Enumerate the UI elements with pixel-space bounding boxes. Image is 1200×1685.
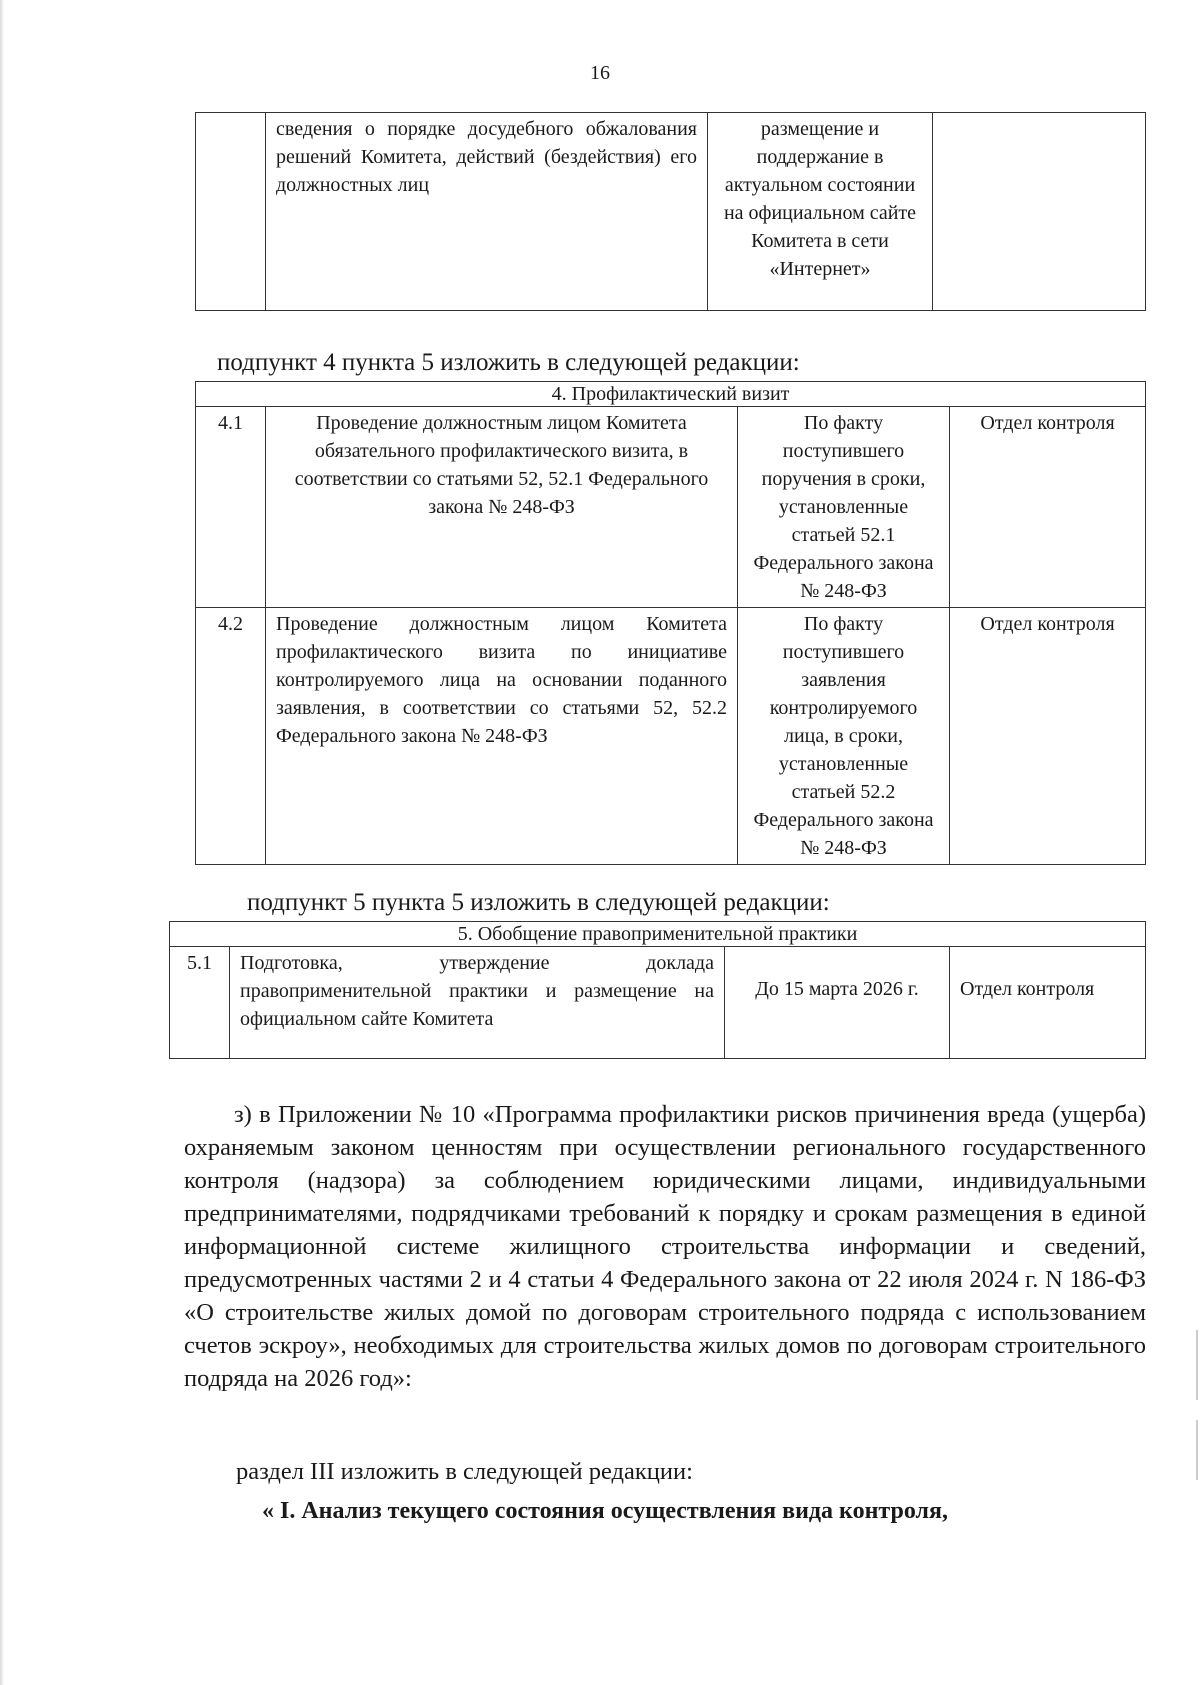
scan-shadow-left [0,0,4,1685]
table-row [196,407,1146,608]
table-row [196,608,1146,865]
cell-action: Проведение должностным лицом Комитета профилактического визита по инициативе контролируемого лица на основании поданного заявления, в соответствии со статьями 52, 52.2 Федерального закона № 248-ФЗ [266,608,738,865]
section-4-header: 4. Профилактический визит [196,382,1146,407]
cell-action: Подготовка, утверждение доклада правоприменительной практики и размещение на официальном сайте Комитета [230,947,725,1059]
table-row [196,113,1146,311]
table-header-row [170,922,1146,947]
cell-responsible: Отдел контроля [950,608,1146,865]
cell-num: 4.1 [196,407,266,608]
cell-deadline: По факту поступившего поручения в сроки, установленные статьей 52.1 Федерального закона № 248-ФЗ [738,407,950,608]
section-heading: « I. Анализ текущего состояния осуществления вида контроля, [262,1498,948,1524]
section-5-header: 5. Обобщение правоприменительной практики [170,922,1146,947]
cell-action: Проведение должностным лицом Комитета обязательного профилактического визита, в соответствии со статьями 52, 52.1 Федерального закона № 248-ФЗ [266,407,738,608]
cell-deadline: По факту поступившего заявления контролируемого лица, в сроки, установленные статьей 52.2 Федерального закона № 248-ФЗ [738,608,950,865]
table-header-row [196,382,1146,407]
cell-num: 5.1 [170,947,230,1059]
cell-responsible: Отдел контроля [950,407,1146,608]
cell-responsible [933,113,1146,311]
cell-responsible: Отдел контроля [950,947,1146,1059]
cell-num: 4.2 [196,608,266,865]
cell-action: сведения о порядке досудебного обжалования решений Комитета, действий (бездействия) его должностных лиц [266,113,708,311]
cell-deadline: До 15 марта 2026 г. [725,947,950,1059]
cell-num [196,113,266,311]
table-section-4 [195,381,1146,865]
intro-section-4: подпункт 4 пункта 5 изложить в следующей редакции: [217,349,800,376]
table-section-5 [169,921,1146,1059]
scan-mark-right [1196,1420,1198,1480]
paragraph-z: з) в Приложении № 10 «Программа профилактики рисков причинения вреда (ущерба) охраняемым законом ценностям при осуществлении регионального государственного контроля (надзора) за соблюдением юридическими лицами, индивидуальными предпринимателями, подрядчиками требований к порядку и срокам размещения в единой информационной системе жилищного строительства информации и сведений, предусмотренных частями 2 и 4 статьи 4 Федерального закона от 22 июля 2024 г. N 186-ФЗ «О строительстве жилых домой по договорам строительного подряда с использованием счетов эскроу», необходимых для строительства жилых домов по договорам строительного подряда на 2026 год»: [184,1101,1146,1392]
page-number: 16 [590,62,610,84]
scan-mark-right [1196,1330,1198,1400]
cell-deadline: размещение и поддержание в актуальном состоянии на официальном сайте Комитета в сети «Интернет» [708,113,933,311]
table-row [170,947,1146,1059]
intro-section-5: подпункт 5 пункта 5 изложить в следующей редакции: [247,889,830,916]
intro-section-3: раздел III изложить в следующей редакции: [236,1458,693,1485]
table-continuation [195,112,1146,311]
